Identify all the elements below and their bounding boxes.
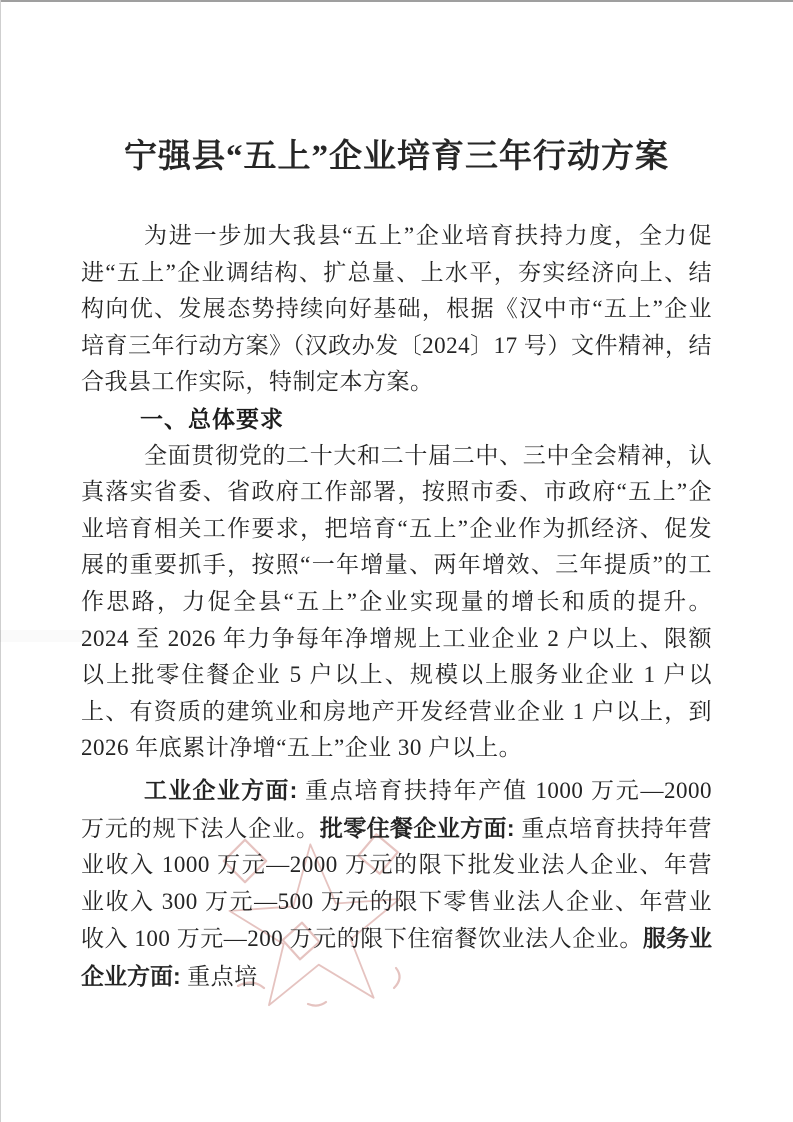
document-title: 宁强县“五上”企业培育三年行动方案	[124, 139, 669, 175]
section-heading-overall-requirements: 一、总体要求	[140, 405, 284, 432]
wholesale-retail-catering-text: 重点培育扶持年营业收入 1000 万元—2000 万元的限下批发业法人企业、年营业收入 300 万元—500 万元的限下零售业法人企业、年营业收入 100 万元—200 万元的限下住宿餐饮业法人企业。	[81, 815, 713, 952]
overall-requirements-paragraph: 全面贯彻党的二十大和二十届二中、三中全会精神，认真落实省委、省政府工作部署，按照市委、市政府“五上”企业培育相关工作要求，把培育“五上”企业作为抓经济、促发展的重要抓手，按照“一年增量、两年增效、三年提质”的工作思路，力促全县“五上”企业实现量的增长和质的提升。2024 至 2026 年力争每年净增规上工业企业 2 户以上、限额以上批零住餐企业 5 户以上、规模以上服务业企业 1 户以上、有资质的建筑业和房地产开发经营业企业 1 户以上，到 2026 年底累计净增“五上”企业 30 户以上。	[81, 442, 712, 761]
service-enterprise-label: 服务业企业方面:	[81, 925, 713, 989]
intro-paragraph: 为进一步加大我县“五上”企业培育扶持力度，全力促进“五上”企业调结构、扩总量、上水平，夯实经济向上、结构向优、发展态势持续向好基础，根据《汉中市“五上”企业培育三年行动方案》（汉政办发〔2024〕17 号）文件精神，结合我县工作实际，特制定本方案。	[81, 223, 712, 395]
service-enterprise-text: 重点培	[187, 963, 258, 989]
industry-enterprise-label: 工业企业方面:	[144, 776, 305, 803]
enterprise-categories-paragraph	[81, 772, 712, 996]
industry-enterprise-text: 重点培育扶持年产值 1000 万元—2000 万元的规下法人企业。	[81, 777, 712, 841]
scanner-edge-artifact-top	[0, 0, 793, 2]
wholesale-retail-catering-label: 批零住餐企业方面:	[319, 814, 522, 841]
document-content	[0, 133, 793, 995]
